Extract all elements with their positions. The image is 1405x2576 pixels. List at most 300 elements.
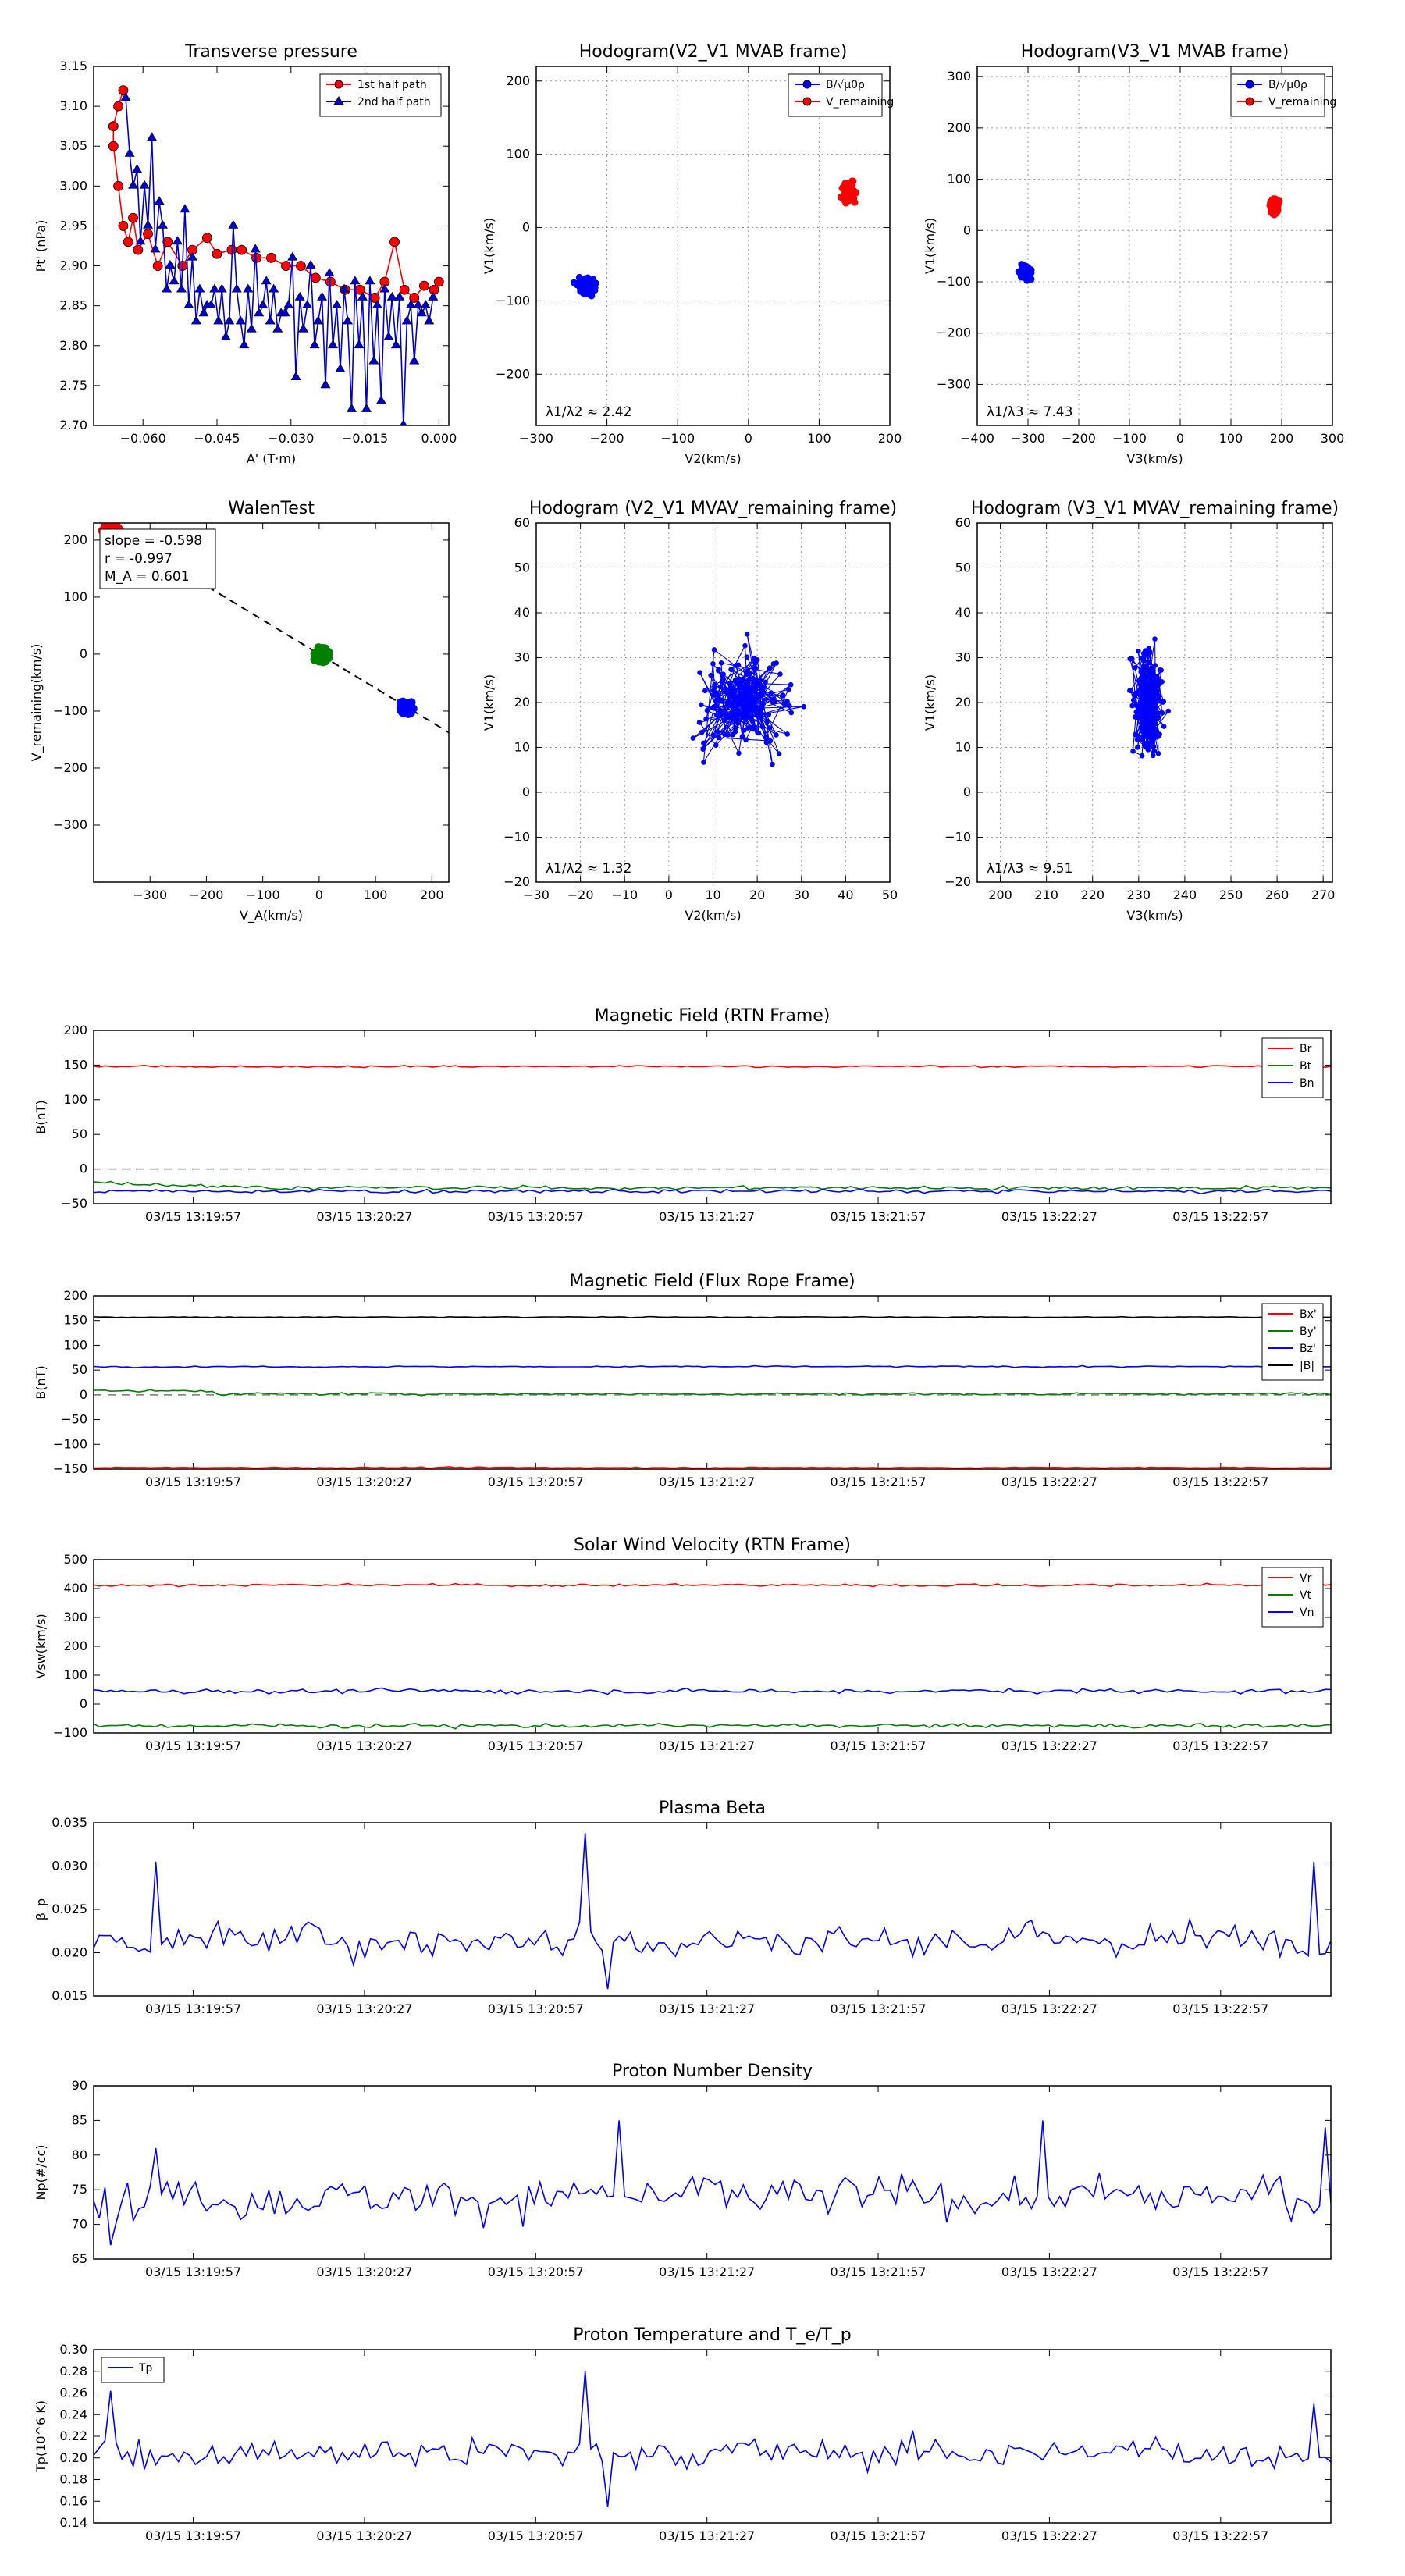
- data-point: [713, 682, 717, 687]
- data-point: [802, 704, 806, 709]
- data-point: [752, 708, 757, 713]
- y-axis-label: V1(km/s): [923, 674, 937, 731]
- data-point: [291, 372, 301, 380]
- series-line-3: [94, 1317, 1331, 1318]
- data-point: [1137, 688, 1142, 693]
- y-tick-label: 2.90: [59, 258, 87, 273]
- data-point: [590, 276, 596, 283]
- x-tick-label: −300: [133, 888, 168, 902]
- data-point: [759, 706, 763, 710]
- plot-frame: [94, 1030, 1331, 1204]
- x-tick-label: 10: [705, 888, 721, 902]
- y-axis-label: Vsw(km/s): [34, 1614, 48, 1679]
- data-point: [1128, 656, 1133, 661]
- y-tick-label: 2.85: [59, 297, 87, 313]
- data-point: [730, 705, 735, 710]
- data-point: [731, 713, 736, 717]
- data-point: [729, 667, 734, 672]
- data-point: [384, 333, 393, 340]
- data-point: [756, 731, 761, 735]
- chart-plasma-beta: [34, 1799, 1331, 2016]
- data-point: [350, 276, 360, 284]
- data-point: [732, 689, 737, 694]
- y-tick-label: 80: [71, 2147, 87, 2162]
- data-point: [1143, 673, 1147, 678]
- data-point: [1146, 743, 1151, 748]
- data-point: [1133, 694, 1137, 699]
- data-point: [742, 685, 746, 689]
- chart-title: Plasma Beta: [659, 1799, 766, 1818]
- data-point: [153, 262, 162, 271]
- y-tick-label: 0.020: [52, 1944, 87, 1960]
- y-tick-label: 85: [71, 2112, 87, 2128]
- y-tick-label: 75: [71, 2182, 87, 2197]
- data-point: [354, 340, 364, 348]
- data-point: [841, 197, 848, 203]
- data-point: [742, 696, 746, 700]
- data-point: [767, 726, 772, 731]
- y-tick-label: 100: [63, 589, 87, 604]
- data-point: [269, 284, 279, 292]
- data-point: [1144, 729, 1149, 734]
- data-point: [389, 237, 399, 247]
- data-point: [267, 253, 276, 262]
- x-tick-label: 03/15 13:20:57: [487, 2001, 584, 2016]
- y-tick-label: −100: [53, 1725, 87, 1740]
- data-point: [691, 736, 695, 741]
- y-tick-label: 0.28: [59, 2363, 87, 2379]
- legend-label: 2nd half path: [357, 96, 431, 109]
- data-point: [716, 697, 720, 702]
- data-point: [1151, 718, 1155, 723]
- data-point: [711, 662, 716, 667]
- legend-label: B/√μ0ρ: [1268, 79, 1307, 91]
- data-point: [697, 720, 702, 725]
- data-point: [391, 340, 400, 348]
- data-point: [1133, 732, 1137, 737]
- plot-area: [94, 1833, 1331, 1989]
- y-tick-label: −10: [503, 829, 530, 845]
- data-point: [119, 86, 128, 95]
- x-tick-label: 220: [1080, 888, 1105, 902]
- legend-label: Vn: [1300, 1606, 1314, 1619]
- plot-area: [94, 1317, 1331, 1468]
- data-point: [717, 667, 721, 671]
- x-tick-label: 03/15 13:22:57: [1172, 1475, 1269, 1489]
- x-tick-label: −200: [1062, 431, 1096, 446]
- x-tick-label: 100: [1218, 431, 1243, 446]
- y-axis-label: V1(km/s): [923, 217, 937, 275]
- data-point: [251, 244, 260, 252]
- data-point: [1151, 753, 1155, 758]
- data-point: [731, 700, 736, 705]
- plot-frame: [94, 1823, 1331, 1996]
- fit-stat: slope = -0.598: [105, 533, 203, 549]
- data-point: [1153, 637, 1158, 642]
- chart-title: Transverse pressure: [185, 42, 357, 62]
- y-tick-label: −200: [496, 366, 530, 382]
- data-point: [165, 261, 175, 269]
- x-tick-label: −20: [567, 888, 594, 902]
- y-tick-label: 0: [521, 785, 530, 799]
- data-point: [736, 663, 741, 667]
- data-point: [1152, 749, 1157, 753]
- data-point: [844, 183, 850, 189]
- y-axis-label: β_p: [34, 1898, 48, 1921]
- plot-area: [94, 2371, 1331, 2507]
- y-tick-label: 50: [71, 1362, 87, 1378]
- series-line-1: [94, 1182, 1331, 1190]
- y-tick-label: 100: [506, 146, 530, 162]
- data-point: [1155, 699, 1160, 704]
- data-point: [258, 301, 268, 308]
- y-axis-label: V1(km/s): [482, 217, 496, 275]
- legend-marker: [335, 80, 343, 88]
- x-tick-label: 03/15 13:21:57: [830, 1738, 927, 1753]
- y-tick-label: 200: [63, 1288, 87, 1303]
- x-tick-label: 03/15 13:21:57: [830, 1209, 927, 1224]
- data-point: [265, 316, 275, 324]
- data-point: [774, 733, 779, 738]
- y-tick-label: −50: [61, 1411, 87, 1427]
- x-axis-label: V_A(km/s): [240, 908, 303, 923]
- data-point: [720, 709, 724, 713]
- data-point: [705, 708, 710, 713]
- y-axis-label: B(nT): [34, 1100, 48, 1134]
- legend: [101, 2357, 164, 2382]
- x-tick-label: 200: [877, 431, 902, 446]
- y-tick-label: 500: [63, 1552, 87, 1567]
- eigenvalue-ratio-label: λ1/λ3 ≈ 9.51: [987, 861, 1073, 877]
- data-point: [202, 233, 212, 243]
- data-point: [1151, 668, 1155, 673]
- data-point: [1157, 715, 1161, 720]
- x-tick-label: −400: [960, 431, 994, 446]
- x-tick-label: 03/15 13:21:27: [659, 2265, 756, 2279]
- series-line-0: [94, 1833, 1331, 1989]
- data-point: [761, 701, 766, 706]
- data-point: [407, 699, 415, 706]
- data-point: [714, 713, 719, 717]
- data-point: [299, 324, 308, 332]
- legend-label: By': [1300, 1325, 1317, 1338]
- plot-frame: [977, 66, 1332, 425]
- data-point: [1146, 667, 1151, 672]
- y-tick-label: 100: [63, 1337, 87, 1353]
- plot-area: [571, 178, 859, 299]
- data-point: [284, 301, 293, 308]
- data-point: [410, 356, 419, 364]
- data-point: [140, 180, 149, 188]
- data-point: [767, 666, 772, 671]
- chart-title: Hodogram (V3_V1 MVAV_remaining frame): [970, 499, 1339, 518]
- x-tick-label: 03/15 13:21:27: [659, 2528, 756, 2543]
- series-line-0: [94, 1066, 1331, 1068]
- y-tick-label: 0.015: [52, 1988, 87, 2003]
- data-point: [212, 249, 222, 258]
- legend-label: |B|: [1300, 1360, 1315, 1372]
- data-point: [347, 404, 357, 412]
- data-point: [1145, 653, 1150, 657]
- x-tick-label: 03/15 13:20:57: [487, 1209, 584, 1224]
- data-point: [1159, 668, 1164, 673]
- data-point: [1131, 749, 1136, 754]
- data-point: [133, 165, 142, 173]
- y-tick-label: 100: [63, 1091, 87, 1107]
- data-point: [1147, 660, 1151, 665]
- chart-title: Hodogram(V2_V1 MVAB frame): [578, 42, 848, 62]
- x-tick-label: 03/15 13:22:57: [1172, 1209, 1269, 1224]
- data-point: [1146, 735, 1151, 739]
- data-point: [402, 316, 411, 324]
- x-tick-label: 0: [315, 888, 323, 902]
- data-point: [229, 220, 238, 228]
- data-point: [1154, 674, 1159, 679]
- data-point: [1144, 701, 1148, 706]
- x-tick-label: 240: [1172, 888, 1197, 902]
- legend-marker: [803, 98, 811, 105]
- data-point: [759, 692, 763, 696]
- y-axis-label: V_remaining(km/s): [29, 643, 44, 762]
- y-tick-label: 300: [63, 1610, 87, 1624]
- data-point: [404, 706, 412, 713]
- data-point: [1145, 681, 1150, 686]
- x-tick-label: 260: [1264, 888, 1289, 902]
- plot-frame: [536, 66, 890, 425]
- chart-magnetic-field-rtn: [34, 1006, 1331, 1224]
- x-axis-label: V3(km/s): [1126, 451, 1183, 466]
- series-line-0: [94, 1583, 1331, 1586]
- x-tick-label: 03/15 13:19:57: [145, 1475, 242, 1489]
- x-axis-label: A' (T·m): [246, 451, 297, 466]
- data-point: [355, 285, 365, 294]
- y-tick-label: 0: [962, 222, 971, 238]
- y-tick-label: 70: [71, 2216, 87, 2232]
- data-point: [1142, 668, 1147, 673]
- data-point: [306, 261, 315, 269]
- y-tick-label: −300: [53, 817, 87, 832]
- data-point: [709, 673, 713, 678]
- x-tick-label: 230: [1126, 888, 1151, 902]
- y-tick-label: 0.18: [59, 2471, 87, 2487]
- data-point: [114, 101, 123, 111]
- data-point: [343, 316, 352, 324]
- x-axis-label: V2(km/s): [685, 451, 742, 466]
- data-point: [720, 678, 725, 683]
- y-tick-label: 50: [514, 560, 530, 575]
- chart-title: Hodogram(V3_V1 MVAB frame): [1020, 42, 1289, 62]
- data-point: [1268, 199, 1274, 205]
- legend-label: V_remaining: [826, 96, 895, 109]
- x-tick-label: 03/15 13:22:27: [1001, 2001, 1097, 2016]
- y-tick-label: 0.14: [59, 2515, 87, 2530]
- series-line-2: [94, 1366, 1331, 1368]
- x-tick-label: 03/15 13:22:27: [1001, 1738, 1097, 1753]
- chart-title: Proton Number Density: [612, 2062, 813, 2081]
- x-tick-label: 03/15 13:22:57: [1172, 2265, 1269, 2279]
- data-point: [745, 669, 750, 674]
- data-point: [701, 746, 706, 751]
- data-point: [1133, 666, 1137, 671]
- y-tick-label: −100: [496, 293, 530, 308]
- y-tick-label: 40: [514, 605, 530, 620]
- y-tick-label: 2.80: [59, 337, 87, 353]
- data-point: [743, 643, 748, 648]
- chart-title: Magnetic Field (Flux Rope Frame): [569, 1272, 855, 1291]
- x-tick-label: −0.030: [268, 431, 315, 446]
- x-tick-label: 03/15 13:21:57: [830, 2265, 927, 2279]
- data-point: [273, 324, 283, 332]
- x-tick-label: 03/15 13:20:57: [487, 2265, 584, 2279]
- data-point: [1136, 649, 1141, 653]
- y-tick-label: 300: [947, 69, 971, 84]
- y-tick-label: −20: [503, 874, 530, 889]
- y-tick-label: 20: [955, 695, 971, 710]
- x-tick-label: 03/15 13:20:27: [316, 2001, 413, 2016]
- data-point: [176, 284, 186, 292]
- data-point: [752, 700, 757, 705]
- data-point: [728, 681, 733, 685]
- x-tick-label: 200: [420, 888, 444, 902]
- y-tick-label: 200: [63, 532, 87, 547]
- fit-stat: r = -0.997: [105, 551, 173, 567]
- data-point: [225, 316, 234, 324]
- y-tick-label: −100: [937, 274, 971, 289]
- data-point: [751, 727, 756, 731]
- data-point: [296, 262, 305, 271]
- plot-area: [108, 86, 443, 428]
- x-tick-label: 03/15 13:19:57: [145, 2528, 242, 2543]
- x-tick-label: 03/15 13:20:27: [316, 2265, 413, 2279]
- legend-label: Bz': [1300, 1343, 1316, 1355]
- data-point: [1161, 724, 1166, 729]
- legend-box: [101, 2357, 164, 2382]
- y-tick-label: 40: [955, 605, 971, 620]
- data-point: [745, 632, 749, 636]
- data-point: [1160, 680, 1165, 685]
- legend-label: B/√μ0ρ: [826, 79, 865, 91]
- data-point: [1133, 715, 1137, 720]
- legend-label: Br: [1300, 1043, 1312, 1055]
- data-point: [781, 693, 785, 698]
- y-tick-label: 150: [63, 1057, 87, 1073]
- y-tick-label: 2.75: [59, 377, 87, 393]
- y-tick-label: 30: [955, 649, 971, 665]
- x-tick-label: 50: [881, 888, 898, 902]
- data-point: [336, 364, 345, 372]
- data-point: [746, 687, 751, 692]
- x-tick-label: −0.045: [194, 431, 240, 446]
- y-tick-label: 2.70: [59, 418, 87, 432]
- y-tick-label: −150: [53, 1461, 87, 1476]
- chart-hodogram-v3-v1-mvav: [923, 499, 1339, 923]
- x-tick-label: −0.015: [341, 431, 389, 446]
- data-point: [702, 760, 706, 765]
- y-tick-label: 0.26: [59, 2385, 87, 2400]
- x-tick-label: 03/15 13:22:57: [1172, 2001, 1269, 2016]
- data-point: [699, 730, 704, 735]
- data-point: [1140, 703, 1144, 707]
- legend-label: Tp: [139, 2362, 153, 2375]
- data-point: [184, 301, 194, 308]
- x-tick-label: 100: [807, 431, 831, 446]
- x-tick-label: −100: [1112, 431, 1147, 446]
- x-tick-label: 03/15 13:21:27: [659, 2001, 756, 2016]
- x-tick-label: 03/15 13:22:27: [1001, 1475, 1097, 1489]
- x-tick-label: 03/15 13:21:57: [830, 1475, 927, 1489]
- plot-frame: [94, 2086, 1331, 2259]
- data-point: [144, 229, 153, 239]
- x-tick-label: −200: [189, 888, 224, 902]
- data-point: [314, 652, 322, 660]
- x-tick-label: 0: [1176, 431, 1185, 446]
- legend: [1231, 74, 1336, 116]
- y-axis-label: Pt' (nPa): [34, 219, 48, 272]
- data-point: [1144, 724, 1149, 729]
- chart-transverse-pressure: [34, 42, 457, 466]
- data-point: [1136, 745, 1140, 750]
- data-point: [232, 284, 241, 292]
- y-tick-label: 400: [63, 1581, 87, 1596]
- series-line-1: [94, 1724, 1331, 1729]
- x-tick-label: −10: [611, 888, 638, 902]
- x-tick-label: 270: [1311, 888, 1336, 902]
- legend: [1262, 1038, 1323, 1098]
- data-point: [1149, 713, 1154, 718]
- data-point: [717, 693, 721, 698]
- data-point: [1145, 691, 1150, 696]
- data-point: [788, 682, 793, 687]
- x-tick-label: −0.060: [119, 431, 166, 446]
- data-point: [247, 324, 256, 332]
- y-tick-label: 100: [63, 1667, 87, 1682]
- data-point: [753, 666, 758, 671]
- legend-marker: [803, 80, 811, 88]
- series-line-0: [94, 2371, 1331, 2507]
- data-point: [745, 699, 750, 704]
- y-tick-label: −20: [944, 874, 971, 889]
- x-tick-label: 03/15 13:20:27: [316, 1738, 413, 1753]
- data-point: [295, 292, 304, 300]
- data-point: [785, 732, 790, 737]
- x-tick-label: 03/15 13:19:57: [145, 2265, 242, 2279]
- data-point: [314, 316, 323, 324]
- data-point: [1138, 693, 1143, 698]
- legend: [788, 74, 894, 116]
- data-point: [734, 720, 738, 724]
- x-tick-label: 0: [664, 888, 673, 902]
- data-point: [752, 688, 757, 693]
- data-point: [162, 284, 172, 292]
- plot-area: [691, 632, 806, 766]
- data-point: [1161, 699, 1166, 704]
- data-point: [1151, 692, 1155, 697]
- y-tick-label: 2.95: [59, 218, 87, 233]
- y-tick-label: 3.05: [59, 138, 87, 154]
- y-tick-label: 10: [514, 739, 530, 755]
- y-tick-label: 0: [521, 219, 530, 235]
- chart-title: Proton Temperature and T_e/T_p: [573, 2325, 852, 2345]
- x-tick-label: 03/15 13:19:57: [145, 1738, 242, 1753]
- y-tick-label: −10: [944, 829, 971, 845]
- data-point: [1136, 678, 1141, 683]
- y-tick-label: 200: [506, 73, 530, 88]
- series-line-0: [94, 1467, 1331, 1468]
- x-tick-label: −30: [523, 888, 550, 902]
- y-tick-label: 0: [79, 646, 87, 661]
- data-point: [703, 688, 708, 693]
- data-point: [419, 281, 429, 290]
